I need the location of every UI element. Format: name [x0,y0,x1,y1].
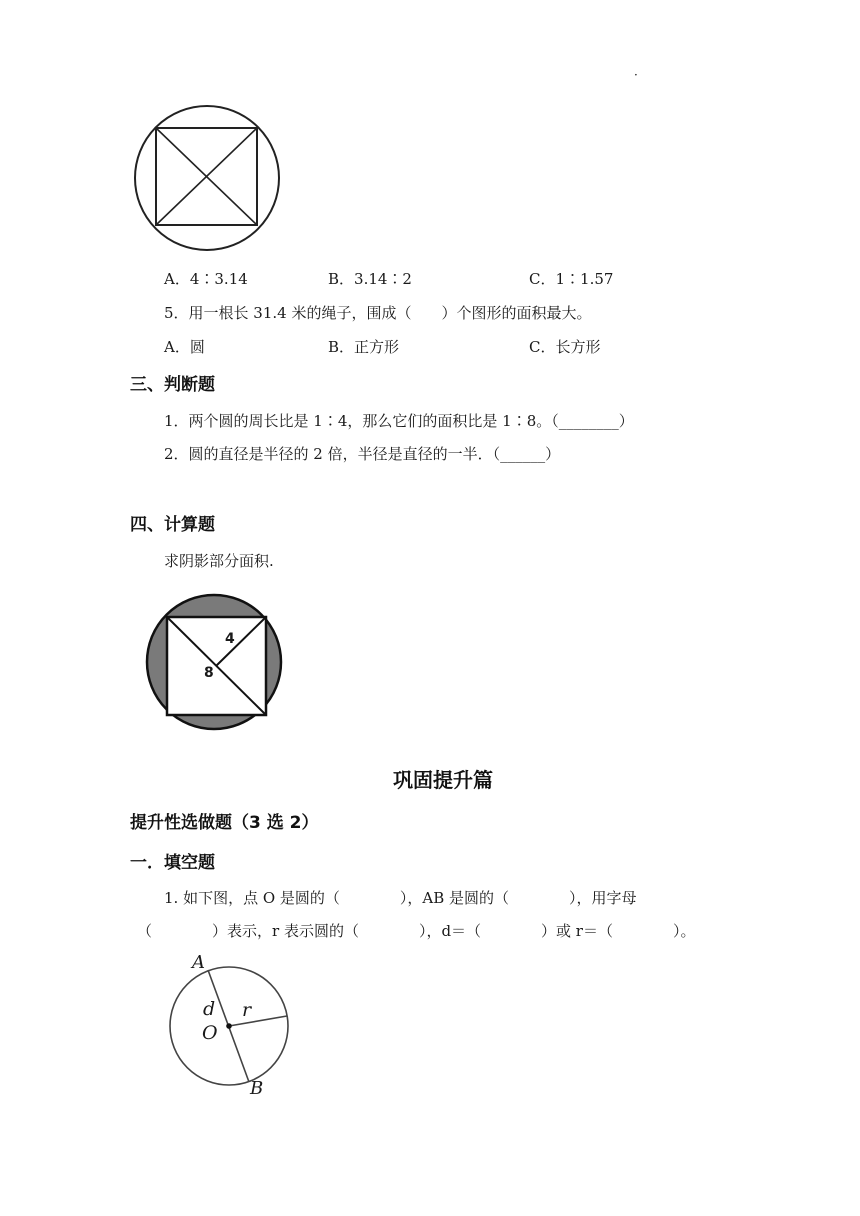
fig3-label-r: r [242,999,252,1021]
figure-shaded-circle [142,592,287,732]
q5-option-c: C．长方形 [529,338,601,356]
fig3-label-B: B [250,1078,264,1099]
section1-line2: （ ）表示，r 表示圆的（ ），d＝（ ）或 r＝（ ）。 [137,922,696,940]
section3-title: 三、判断题 [130,375,215,395]
label-4: 4 [225,631,235,647]
q4-option-b: B．3.14∶2 [328,270,412,288]
section3-q2: 2．圆的直径是半径的 2 倍，半径是直径的一半．（______） [164,445,561,463]
top-mark: · [634,68,638,82]
fig3-label-A: A [192,952,205,973]
figure-circle-diameter [160,950,300,1100]
fig3-label-O: O [202,1022,218,1044]
label-8: 8 [204,665,214,681]
q4-option-a: A．4∶3.14 [164,270,248,288]
part-title: 巩固提升篇 [393,768,493,792]
sub-title: 提升性选做题（3 选 2） [130,813,319,833]
figure-circle-square [128,100,288,260]
section3-q1: 1．两个圆的周长比是 1∶4，那么它们的面积比是 1∶8。（________） [164,412,634,430]
q4-option-c: C．1∶1.57 [529,270,614,288]
q5-option-b: B．正方形 [328,338,400,356]
section1-line1: 1. 如下图，点 O 是圆的（ ），AB 是圆的（ ），用字母 [164,889,637,907]
q5-option-a: A．圆 [164,338,205,356]
section1-title: 一．填空题 [130,853,215,873]
q5-text: 5．用一根长 31.4 米的绳子，围成（ ）个图形的面积最大。 [164,304,592,322]
section4-title: 四、计算题 [130,515,215,535]
section4-prompt: 求阴影部分面积. [164,552,274,570]
fig3-label-d: d [203,998,216,1020]
